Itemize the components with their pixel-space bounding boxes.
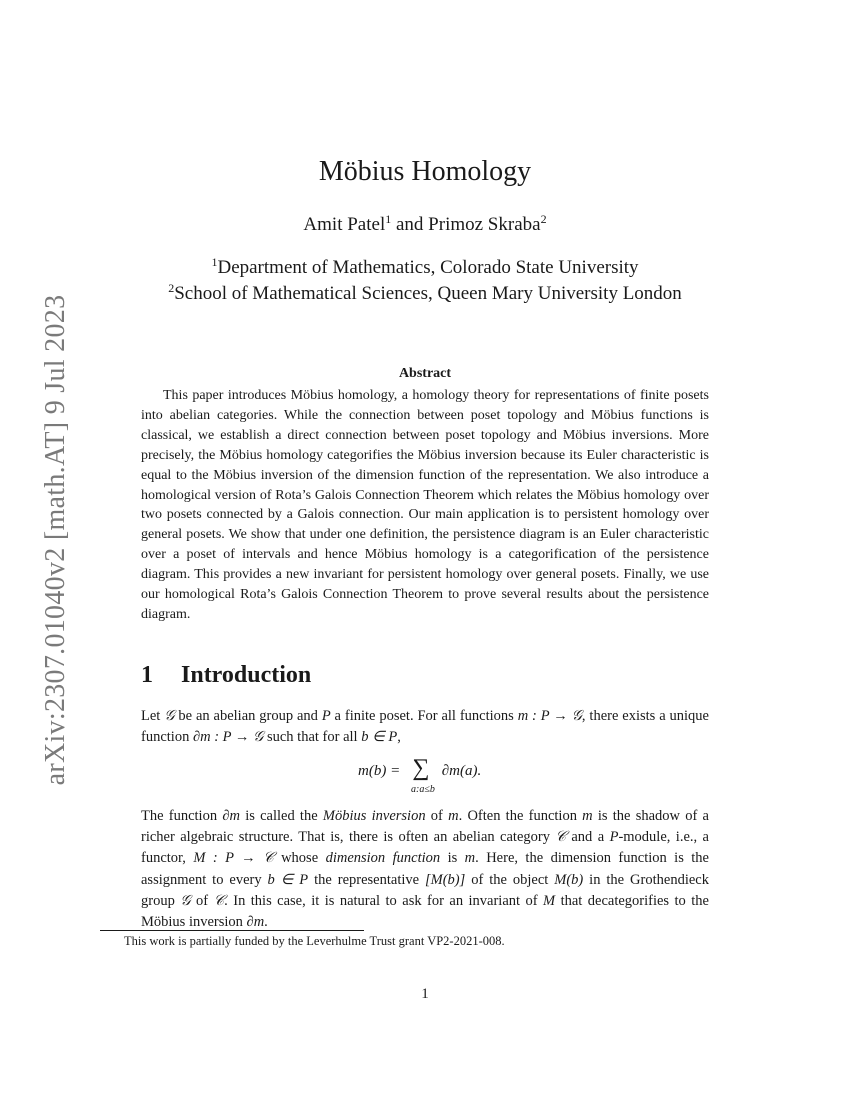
math-symbol: ∂m: [246, 914, 265, 931]
math-expression: b ∈ P: [361, 729, 398, 745]
paper-title: Möbius Homology: [318, 156, 532, 187]
affiliation-text: School of Mathematical Sciences, Queen Mary University London: [174, 283, 682, 304]
math-symbol: 𝒢: [180, 892, 191, 909]
intro-paragraph-2: [141, 806, 709, 933]
section-heading: [141, 662, 311, 689]
math-expression: ∂m : P → 𝒢: [192, 729, 264, 745]
math-expression: M(b): [554, 871, 584, 888]
author-name: Primoz Skraba: [428, 214, 541, 235]
affiliation: [0, 257, 850, 279]
footnote-rule: [100, 930, 364, 931]
equation-lhs: m(b) =: [358, 763, 401, 779]
text-run: a finite poset. For all functions: [330, 708, 518, 724]
emphasis: dimension function: [325, 850, 441, 867]
text-run: and a: [565, 829, 610, 846]
math-symbol: ∂m: [222, 808, 240, 824]
abstract-body: This paper introduces Möbius homology, a homology theory for representations of finite posets into abelian categories. While the connection between poset topology and Möbius functions is classical, we establish a direct connection between poset topology and Möbius inversions. More precisely, the Möbius homology categorifies the Möbius inversion because its Euler characteristic is equal to the Möbius inversion of the dimension function of the representation. We also introduce a homological version of Rota’s Galois Connection Theorem which relates the Möbius homology over two posets connected by a Galois connection. Our main application is to persistent homology over general posets. We show that under one definition, the persistence diagram is an Euler characteristic over a poset of intervals and hence Möbius homology is a categorification of the persistence diagram. This provides a new invariant for persistent homology over general posets. Finally, we use our homological Rota’s Galois Connection Theorem to prove several results about the persistence diagram.: [141, 388, 709, 622]
summation-index: a:a≤b: [411, 784, 435, 795]
arxiv-identifier: arXiv:2307.01040v2 [math.AT] 9 Jul 2023: [40, 294, 71, 786]
text-run: . Often the function: [458, 808, 583, 824]
section-title: Introduction: [181, 662, 312, 688]
text-run: of: [425, 808, 449, 824]
summation: [404, 755, 438, 795]
math-expression: [M(b)]: [425, 871, 466, 888]
author-name: Amit Patel: [303, 214, 386, 235]
text-run: Let: [141, 708, 165, 724]
intro-paragraph-1: [141, 706, 709, 748]
text-run: is called the: [239, 808, 323, 824]
text-run: of the object: [465, 871, 555, 888]
text-run: is the shadow of a richer algebraic structure. That is, there is often an abelian category: [141, 808, 709, 846]
display-equation: [0, 754, 850, 800]
math-expression: b ∈ P: [267, 871, 309, 888]
author-conjunction: and: [391, 214, 429, 235]
text-run: in the Grothendieck group: [141, 871, 709, 909]
math-symbol: P: [609, 829, 619, 846]
text-run: whose: [273, 850, 326, 867]
abstract-heading: Abstract: [398, 366, 452, 381]
text-run: . Here, the dimension function is the assignment to every: [141, 850, 709, 888]
affiliation-mark: 1: [211, 255, 218, 269]
text-run: The function: [141, 808, 223, 824]
sigma-symbol: ∑: [412, 755, 430, 781]
text-run: that decategorifies to the Möbius inversion: [141, 892, 709, 931]
math-symbol: 𝒞: [213, 892, 225, 909]
text-run: such that for all: [263, 729, 362, 745]
text-run: be an abelian group and: [174, 708, 322, 724]
text-run: the representative: [308, 871, 425, 888]
affiliation-mark: 1: [385, 212, 392, 226]
affiliation-text: Department of Mathematics, Colorado State University: [217, 257, 639, 278]
text-run: .: [264, 914, 268, 931]
text-run: ,: [397, 729, 401, 745]
math-symbol: M: [543, 892, 556, 909]
math-expression: M : P → 𝒞: [193, 850, 274, 867]
affiliation: [0, 283, 850, 305]
math-expression: m : P → 𝒢: [517, 708, 582, 724]
text-run: , there exists a unique function: [141, 708, 709, 745]
section-number: 1: [141, 662, 153, 688]
math-symbol: m: [448, 808, 459, 824]
affiliation-mark: 2: [540, 212, 547, 226]
author-line: [0, 214, 850, 236]
equation-rhs: ∂m(a).: [441, 763, 482, 779]
math-symbol: 𝒢: [164, 708, 175, 724]
affiliation-mark: 2: [168, 281, 175, 295]
math-symbol: P: [321, 708, 331, 724]
math-symbol: m: [464, 850, 476, 867]
text-run: -module, i.e., a functor,: [141, 829, 709, 867]
footnote: This work is partially funded by the Leverhulme Trust grant VP2-2021-008.: [124, 934, 505, 948]
page-number: 1: [421, 986, 429, 1002]
text-run: of: [190, 892, 214, 909]
text-run: . In this case, it is natural to ask for an invariant of: [224, 892, 544, 909]
emphasis: Möbius inversion: [322, 808, 426, 824]
text-run: is: [440, 850, 465, 867]
math-symbol: 𝒞: [555, 829, 566, 846]
math-symbol: m: [582, 808, 593, 824]
